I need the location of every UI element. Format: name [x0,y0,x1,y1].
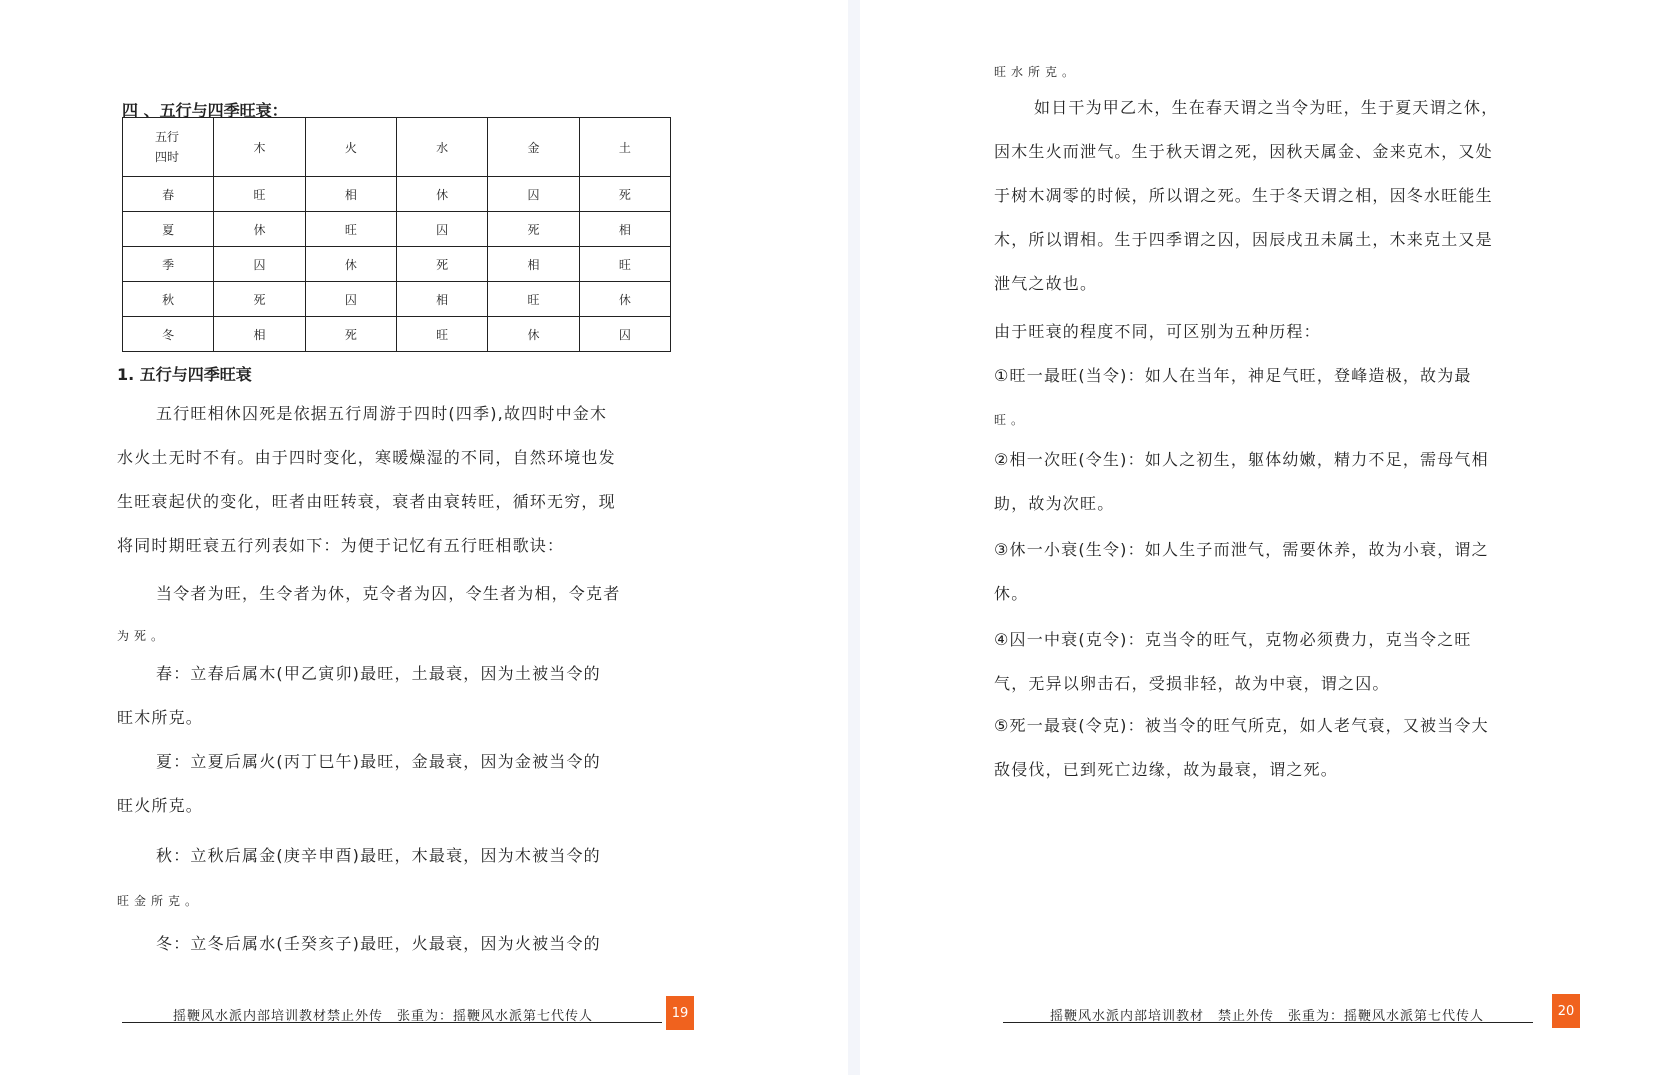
table-cell: 旺 [579,247,670,282]
table-row [123,212,671,247]
table-cell: 囚 [488,177,579,212]
paragraph-line: 秋：立秋后属金(庚辛申酉)最旺，木最衰，因为木被当令的 [156,846,601,865]
table-cell: 休 [305,247,396,282]
wuxing-season-table [122,117,671,352]
table-row [123,317,671,352]
paragraph-line: ③休一小衰(生令)：如人生子而泄气，需要休养，故为小衰，谓之 [994,540,1489,559]
paragraph-line: ②相一次旺(令生)：如人之初生，躯体幼嫩，精力不足，需母气相 [994,450,1489,469]
table-row [123,282,671,317]
paragraph-line: 旺金所克。 [117,894,203,908]
corner-top-label: 五行 [155,130,180,144]
table-cell: 相 [488,247,579,282]
table-header-row [123,118,671,177]
season-cell: 夏 [123,212,214,247]
column-header: 水 [396,118,487,177]
paragraph-line: 夏：立夏后属火(丙丁巳午)最旺，金最衰，因为金被当令的 [156,752,601,771]
table-cell: 休 [396,177,487,212]
page-number-badge: 20 [1552,994,1580,1028]
table-row [123,247,671,282]
table-cell: 死 [579,177,670,212]
season-cell: 季 [123,247,214,282]
table-cell: 旺 [214,177,305,212]
paragraph-line: 五行旺相休囚死是依据五行周游于四时(四季),故四时中金木 [156,404,608,423]
table-cell: 死 [305,317,396,352]
paragraph-line: 由于旺衰的程度不同，可区别为五种历程： [994,322,1321,341]
column-header: 火 [305,118,396,177]
paragraph-line: 旺。 [994,413,1029,427]
paragraph-line: 木，所以谓相。生于四季谓之囚，因辰戌丑未属土，木来克土又是 [994,230,1493,249]
table-cell: 休 [488,317,579,352]
season-cell: 春 [123,177,214,212]
table-cell: 相 [396,282,487,317]
table-cell: 相 [579,212,670,247]
paragraph-line: 旺水所克。 [994,65,1080,79]
table-cell: 休 [579,282,670,317]
paragraph-line: 冬：立冬后属水(壬癸亥子)最旺，火最衰，因为火被当令的 [156,934,601,953]
paragraph-line: 助，故为次旺。 [994,494,1115,513]
paragraph-line: 生旺衰起伏的变化，旺者由旺转衰，衰者由衰转旺，循环无穷，现 [117,492,616,511]
table-cell: 旺 [305,212,396,247]
paragraph-line: ①旺一最旺(当令)：如人在当年，神足气旺，登峰造极，故为最 [994,366,1472,385]
corner-bottom-label: 四时 [155,150,180,164]
paragraph-line: 气，无异以卵击石，受损非轻，故为中衰，谓之囚。 [994,674,1390,693]
paragraph-line: 水火土无时不有。由于四时变化，寒暖燥湿的不同，自然环境也发 [117,448,616,467]
table-cell: 相 [214,317,305,352]
table-cell: 死 [396,247,487,282]
paragraph-line: 旺木所克。 [117,708,204,727]
table-cell: 死 [214,282,305,317]
column-header: 金 [488,118,579,177]
document-page-20 [860,0,1665,1075]
table-cell: 旺 [396,317,487,352]
season-cell: 冬 [123,317,214,352]
paragraph-line: 休。 [994,584,1029,603]
season-cell: 秋 [123,282,214,317]
table-cell: 囚 [305,282,396,317]
section-heading: 四 、五行与四季旺衰： [122,101,288,120]
page-number-badge: 19 [666,996,694,1030]
page-footer-text: 摇鞭风水派内部培训教材禁止外传 张重为：摇鞭风水派第七代传人 [173,1009,594,1024]
paragraph-line: 于树木凋零的时候，所以谓之死。生于冬天谓之相，因冬水旺能生 [994,186,1493,205]
paragraph-line: 为死。 [117,629,169,643]
paragraph-line: 春：立春后属木(甲乙寅卯)最旺，土最衰，因为土被当令的 [156,664,601,683]
column-header: 土 [579,118,670,177]
paragraph-line: 泄气之故也。 [994,274,1098,293]
table-row [123,177,671,212]
table-cell: 囚 [396,212,487,247]
column-header: 木 [214,118,305,177]
table-cell: 囚 [579,317,670,352]
paragraph-line: 如日干为甲乙木，生在春天谓之当令为旺，生于夏天谓之休， [1034,98,1499,117]
table-cell: 相 [305,177,396,212]
table-cell: 休 [214,212,305,247]
footer-rule [122,1022,662,1023]
paragraph-line: 旺火所克。 [117,796,204,815]
paragraph-line: 因木生火而泄气。生于秋天谓之死，因秋天属金、金来克木，又处 [994,142,1493,161]
paragraph-line: ④囚一中衰(克令)：克当令的旺气，克物必须费力，克当令之旺 [994,630,1472,649]
table-corner-cell [123,118,214,177]
paragraph-line: 将同时期旺衰五行列表如下：为便于记忆有五行旺相歌诀： [117,536,565,555]
footer-rule [1003,1022,1533,1023]
subsection-heading: 1. 五行与四季旺衰 [117,365,252,384]
paragraph-line: 当令者为旺，生令者为休，克令者为囚，令生者为相，令克者 [156,584,621,603]
paragraph-line: ⑤死一最衰(令克)：被当令的旺气所克，如人老气衰，又被当令大 [994,716,1489,735]
page-gutter [848,0,860,1075]
paragraph-line: 敌侵伐，已到死亡边缘，故为最衰，谓之死。 [994,760,1339,779]
table-cell: 囚 [214,247,305,282]
table-cell: 旺 [488,282,579,317]
table-cell: 死 [488,212,579,247]
page-footer-text: 摇鞭风水派内部培训教材 禁止外传 张重为：摇鞭风水派第七代传人 [1050,1009,1485,1024]
